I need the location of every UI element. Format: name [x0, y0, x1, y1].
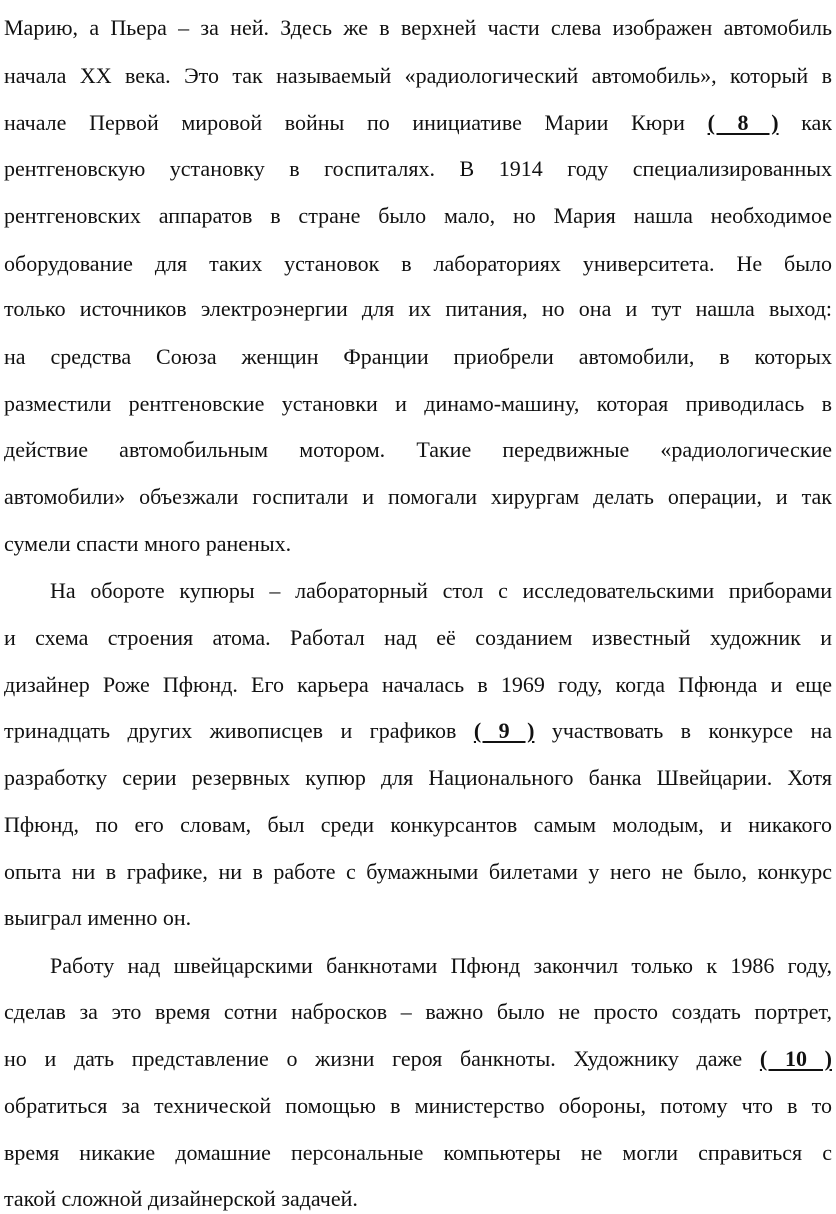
text-line: такой сложной дизайнерской задачей. [4, 1186, 358, 1211]
answer-blank-8: ( 8 ) [707, 110, 779, 135]
text-line: на средства Союза женщин Франции приобрели автомобили, в которых [4, 344, 832, 369]
text-line: На обороте купюры – лабораторный стол с исследовательскими приборами [50, 578, 832, 603]
answer-blank-10: ( 10 ) [759, 1046, 832, 1071]
text-line: сделав за это время сотни набросков – важно было не просто создать портрет, [4, 999, 832, 1024]
text-line: и схема строения атома. Работал над её созданием известный художник и [4, 625, 832, 650]
text-fragment: начале Первой мировой войны по инициативе Марии Кюри [4, 110, 708, 135]
text-line: рентгеновских аппаратов в стране было мало, но Мария нашла необходимое [4, 203, 832, 228]
text-line: автомобили» объезжали госпитали и помогали хирургам делать операции, и так [4, 484, 832, 509]
text-line: разместили рентгеновские установки и динамо-машину, которая приводилась в [4, 391, 832, 416]
text-fragment: но и дать представление о жизни героя банкноты. Художнику даже [4, 1046, 760, 1071]
text-line: обратиться за технической помощью в министерство обороны, потому что в то [4, 1093, 832, 1118]
text-line: разработку серии резервных купюр для Национального банка Швейцарии. Хотя [4, 765, 832, 790]
text-line: рентгеновскую установку в госпиталях. В 1914 году специализированных [4, 156, 832, 181]
text-line: Марию, а Пьера – за ней. Здесь же в верхней части слева изображен автомобиль [4, 15, 832, 40]
text-line-with-blank [4, 716, 832, 746]
text-line: выиграл именно он. [4, 905, 192, 930]
text-fragment: как [778, 110, 832, 135]
text-line: оборудование для таких установок в лабораториях университета. Не было [4, 251, 832, 276]
text-line: сумели спасти много раненых. [4, 531, 292, 556]
text-fragment: участвовать в конкурсе на [534, 718, 832, 743]
text-line: время никакие домашние персональные компьютеры не могли справиться с [4, 1140, 832, 1165]
text-line: Пфюнд, по его словам, был среди конкурсантов самым молодым, и никакого [4, 812, 832, 837]
text-line: только источников электроэнергии для их питания, но она и тут нашла выход: [4, 296, 832, 321]
text-line: опыта ни в графике, ни в работе с бумажными билетами у него не было, конкурс [4, 859, 832, 884]
text-line: действие автомобильным мотором. Такие передвижные «радиологические [4, 437, 832, 462]
text-line: начала XX века. Это так называемый «радиологический автомобиль», который в [4, 63, 832, 88]
text-line-with-blank [4, 1044, 832, 1074]
text-line: Работу над швейцарскими банкнотами Пфюнд закончил только к 1986 году, [50, 953, 832, 978]
text-line: дизайнер Роже Пфюнд. Его карьера началась в 1969 году, когда Пфюнда и еще [4, 672, 832, 697]
answer-blank-9: ( 9 ) [473, 718, 535, 743]
text-fragment: тринадцать других живописцев и графиков [4, 718, 474, 743]
text-line-with-blank [4, 108, 832, 138]
